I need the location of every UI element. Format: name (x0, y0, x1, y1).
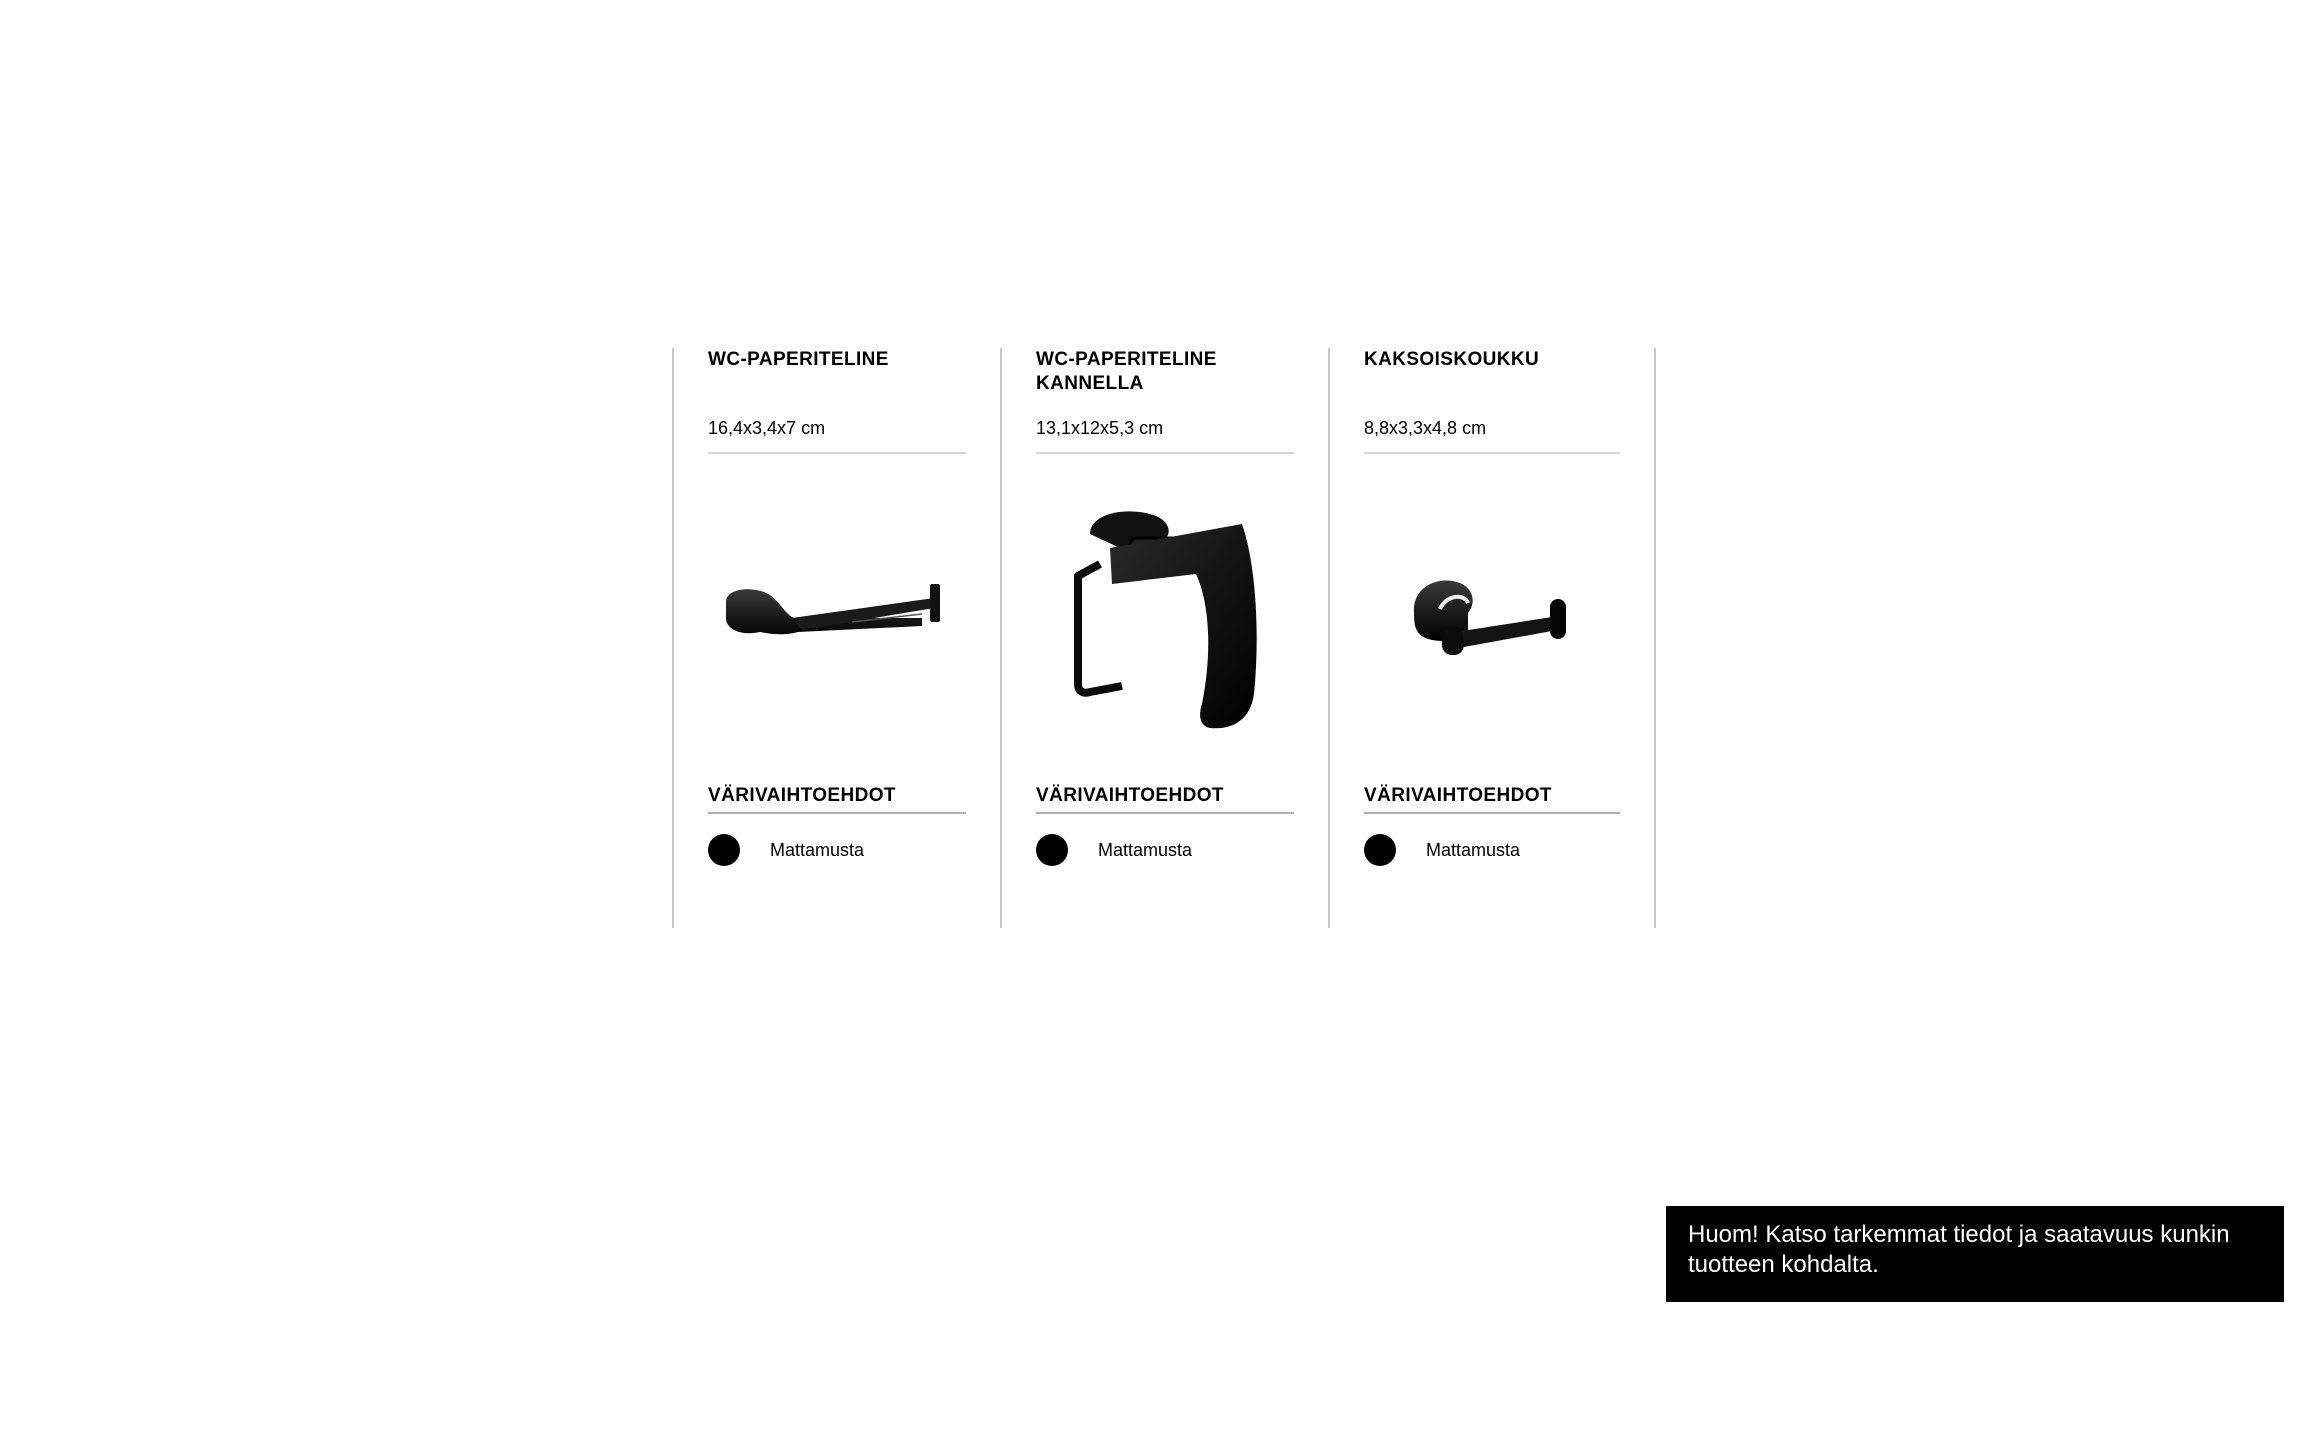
availability-notice (1666, 1206, 2284, 1302)
product-title: WC-PAPERITELINE KANNELLA (1036, 349, 1217, 394)
product-title: WC-PAPERITELINE (708, 349, 889, 370)
product-grid (672, 348, 1656, 928)
color-option[interactable] (1364, 834, 1620, 866)
product-dimensions: 13,1x12x5,3 cm (1036, 418, 1164, 438)
color-options-title: VÄRIVAIHTOEHDOT (1364, 785, 1552, 806)
product-card (672, 348, 1000, 928)
divider (1036, 812, 1294, 814)
covered-toilet-paper-holder-icon (1060, 504, 1270, 734)
notice-text: Huom! Katso tarkemmat tiedot ja saatavuus kunkin tuotteen kohdalta. (1688, 1221, 2230, 1278)
color-options-title: VÄRIVAIHTOEHDOT (1036, 785, 1224, 806)
product-card (1000, 348, 1328, 928)
color-option[interactable] (708, 834, 966, 866)
divider (1364, 812, 1620, 814)
product-image (708, 454, 966, 784)
color-swatch[interactable] (1036, 834, 1068, 866)
color-swatch[interactable] (708, 834, 740, 866)
color-options-title: VÄRIVAIHTOEHDOT (708, 785, 896, 806)
color-label: Mattamusta (770, 839, 865, 860)
color-label: Mattamusta (1426, 839, 1521, 860)
product-dimensions: 16,4x3,4x7 cm (708, 418, 826, 438)
divider (708, 812, 966, 814)
double-hook-icon (1402, 569, 1582, 669)
product-card (1328, 348, 1656, 928)
color-label: Mattamusta (1098, 839, 1193, 860)
product-image (1364, 454, 1620, 784)
product-title: KAKSOISKOUKKU (1364, 349, 1540, 370)
product-dimensions: 8,8x3,3x4,8 cm (1364, 418, 1487, 438)
color-option[interactable] (1036, 834, 1294, 866)
color-swatch[interactable] (1364, 834, 1396, 866)
toilet-paper-holder-icon (712, 574, 962, 664)
product-image (1036, 454, 1294, 784)
